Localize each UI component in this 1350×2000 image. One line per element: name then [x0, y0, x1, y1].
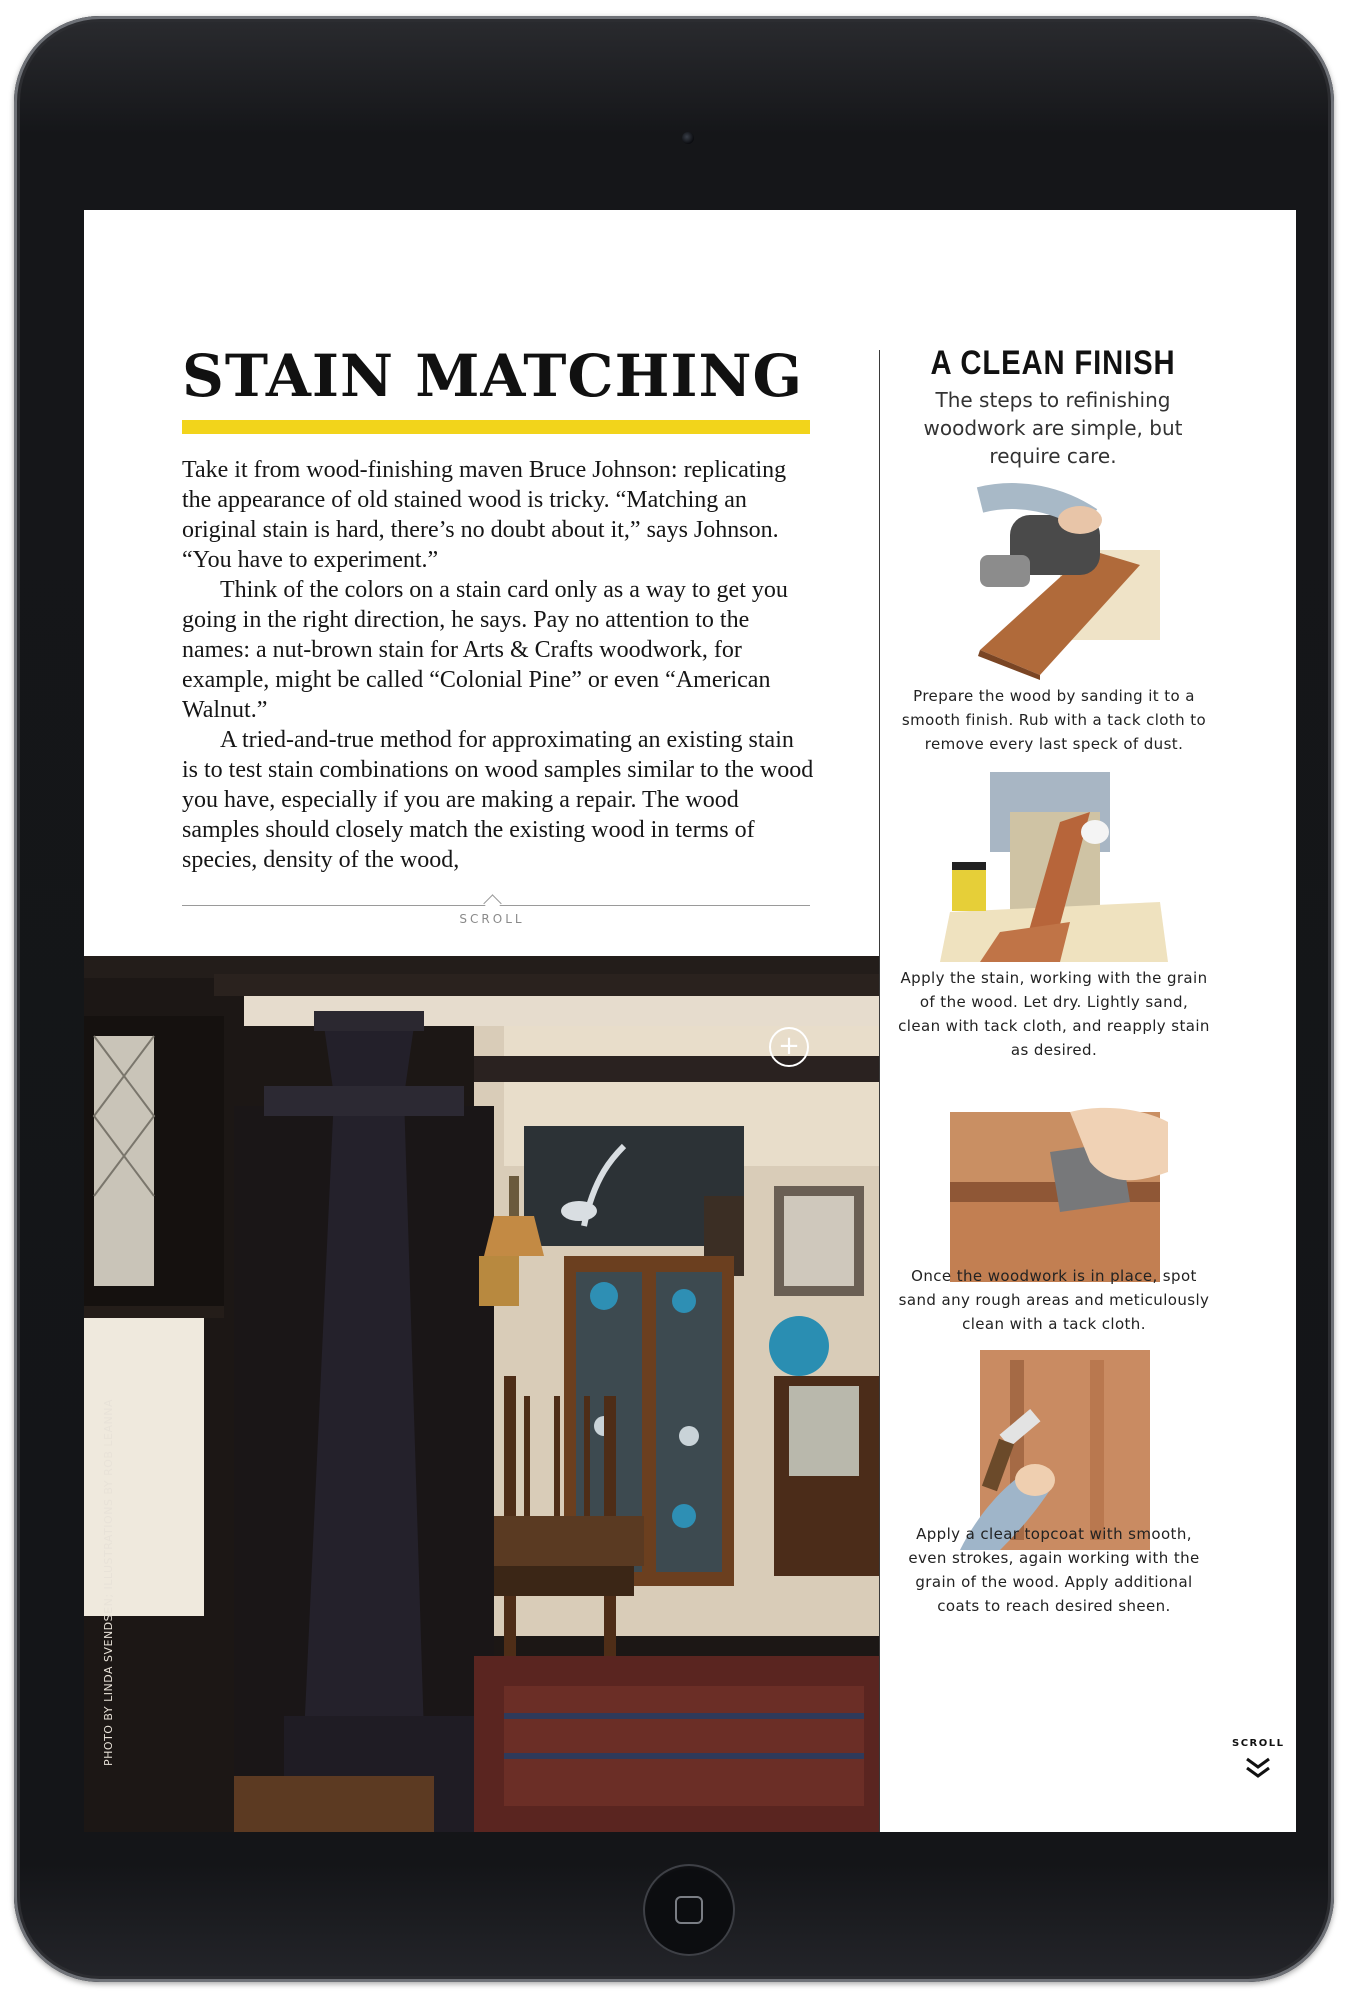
step-caption: Once the woodwork is in place, spot sand any rough areas and meticulously clean with a tack cloth.: [898, 1267, 1210, 1333]
article-scroll-indicator[interactable]: SCROLL: [459, 912, 525, 926]
photo-credit: PHOTO BY LINDA SVENDSEN; ILLUSTRATIONS BY ROB LEANNA: [102, 1398, 115, 1766]
step-caption: Prepare the wood by sanding it to a smooth finish. Rub with a tack cloth to remove every last speck of dust.: [901, 687, 1207, 753]
headline-underline: [182, 420, 810, 434]
magazine-screen[interactable]: [84, 210, 1296, 1832]
sidebar-scroll-label[interactable]: SCROLL: [1232, 1738, 1285, 1749]
sidebar-panel[interactable]: [880, 210, 1296, 1832]
home-button[interactable]: [643, 1864, 735, 1956]
sanding-illustration: [940, 480, 1168, 680]
camera-lens: [682, 132, 694, 144]
double-chevron-down-icon[interactable]: [1244, 1755, 1272, 1781]
step-caption: Apply the stain, working with the grain of the wood. Let dry. Lightly sand, clean with tack cloth, and reapply stain as desired.: [898, 969, 1210, 1059]
article-body[interactable]: [182, 455, 814, 875]
sidebar-title: A CLEAN FINISH: [930, 344, 1176, 382]
staining-illustration: [940, 762, 1168, 962]
expand-photo-button[interactable]: +: [769, 1027, 809, 1067]
spot-sanding-illustration: [940, 1092, 1168, 1292]
interior-photo[interactable]: [84, 956, 879, 1832]
article-paragraph: Take it from wood-finishing maven Bruce Johnson: replicating the appearance of old stained wood is tricky. “Matching an original stain is hard, there’s no doubt about it,” says Johnson. “You have to experiment.”: [182, 457, 787, 573]
tablet-device: [14, 16, 1334, 1982]
craftsman-dining-room-image: [84, 956, 879, 1832]
article-panel[interactable]: [84, 210, 879, 956]
sidebar-deck: The steps to refinishing woodwork are simple, but require care.: [923, 388, 1183, 468]
step-caption: Apply a clear topcoat with smooth, even strokes, again working with the grain of the wood. Apply additional coats to reach desired sheen.: [908, 1525, 1200, 1615]
scroll-caret-icon: [483, 894, 501, 912]
article-paragraph: Think of the colors on a stain card only as a way to get you going in the right direction, he says. Pay no attention to the names: a nut-brown stain for Arts & Crafts woodwork, for example, might be called “Colonial Pine” or even “American Walnut.”: [182, 577, 788, 723]
article-headline: STAIN MATCHING: [182, 342, 804, 410]
topcoat-illustration: [940, 1350, 1168, 1550]
home-square-icon: [675, 1896, 703, 1924]
article-paragraph: A tried-and-true method for approximating an existing stain is to test stain combinations on wood samples similar to the wood you have, especially if you are making a repair. The wood samples should closely match the existing wood in terms of species, density of the wood,: [182, 727, 814, 873]
